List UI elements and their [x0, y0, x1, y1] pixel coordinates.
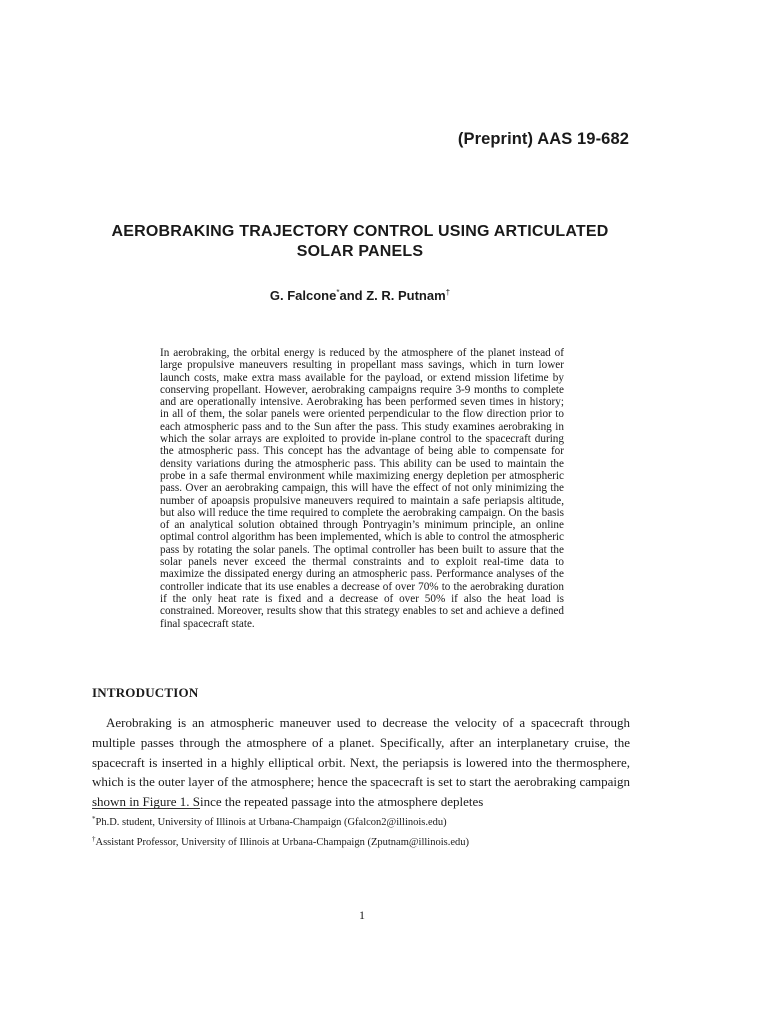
preprint-label: (Preprint) AAS 19-682	[457, 130, 629, 148]
footnote-divider	[92, 808, 200, 809]
paper-title-line-2: SOLAR PANELS	[296, 243, 424, 260]
introduction-body	[92, 713, 630, 812]
abstract-text: In aerobraking, the orbital energy is reduced by the atmosphere of the planet instead of large propulsive maneuvers resulting in propellant mass savings, which in turn lower launch costs, make extra mass available for the payload, or extend mission lifetime by conserving propellant. However, aerobraking campaigns require 3-9 months to complete and are operationally intensive. Aerobraking has been performed seven times in history; in all of them, the solar panels were oriented perpendicular to the flow direction prior to each atmospheric pass and to the Sun after the pass. This study examines aerobraking in which the solar arrays are exploited to provide in-plane control to the spacecraft during the atmospheric pass. This concept has the advantage of being able to compensate for density variations during the atmospheric pass. This ability can be used to maintain the probe in a safe thermal environment while maximizing energy depletion per atmospheric pass. Over an aerobraking campaign, this will have the effect of not only minimizing the number of apoapsis propulsive maneuvers required to maintain a safe periapsis altitude, but also will reduce the time required to complete the aerobraking campaign. On the basis of an analytical solution obtained through Pontryagin’s minimum principle, an online optimal control algorithm has been implemented, which is able to control the atmospheric pass by rotating the solar panels. The optimal controller has been built to assure that the solar panels never exceed the thermal constraints and to exploit real-time data to maximize the dissipated energy during an atmospheric pass. Performance analyses of the controller indicate that its use enables a decrease of over 70% to the aerobraking duration if the only heat rate is fixed and a decrease of over 50% if also the heat load is constrained. Moreover, results show that this strategy enables to set and achieve a defined final spacecraft state.	[160, 347, 564, 630]
footnote-2-mark: †	[92, 835, 96, 843]
footnote-2	[92, 831, 632, 851]
section-heading-introduction: INTRODUCTION	[92, 685, 199, 700]
footnote-1-mark: *	[92, 815, 96, 823]
footnote-1-text: Ph.D. student, University of Illinois at Urbana-Champaign (Gfalcon2@illinois.edu)	[95, 817, 447, 828]
author-name-2: and Z. R. Putnam	[339, 288, 446, 303]
paper-title-line-1: AEROBRAKING TRAJECTORY CONTROL USING ARTICULATED	[111, 223, 609, 240]
introduction-paragraph: Aerobraking is an atmospheric maneuver used to decrease the velocity of a spacecraft through multiple passes through the atmosphere of a planet. Specifically, after an interplanetary cruise, the spacecraft is inserted in a highly elliptical orbit. Next, the periapsis is lowered into the thermosphere, which is the outer layer of the atmosphere; hence the spacecraft is set to start the aerobraking campaign shown in Figure 1. Since the repeated passage into the atmosphere depletes	[92, 715, 630, 810]
footnotes	[92, 811, 632, 851]
author-footnote-mark-2: †	[445, 288, 451, 297]
paper-title	[90, 222, 630, 262]
author-footnote-mark-1: *	[336, 288, 340, 297]
footnote-1	[92, 811, 632, 831]
page-number: 1	[359, 908, 365, 922]
footnote-2-text: Assistant Professor, University of Illinois at Urbana-Champaign (Zputnam@illinois.edu)	[95, 837, 469, 848]
author-name-1: G. Falcone	[269, 288, 337, 303]
author-list	[90, 288, 630, 303]
abstract	[160, 347, 564, 630]
